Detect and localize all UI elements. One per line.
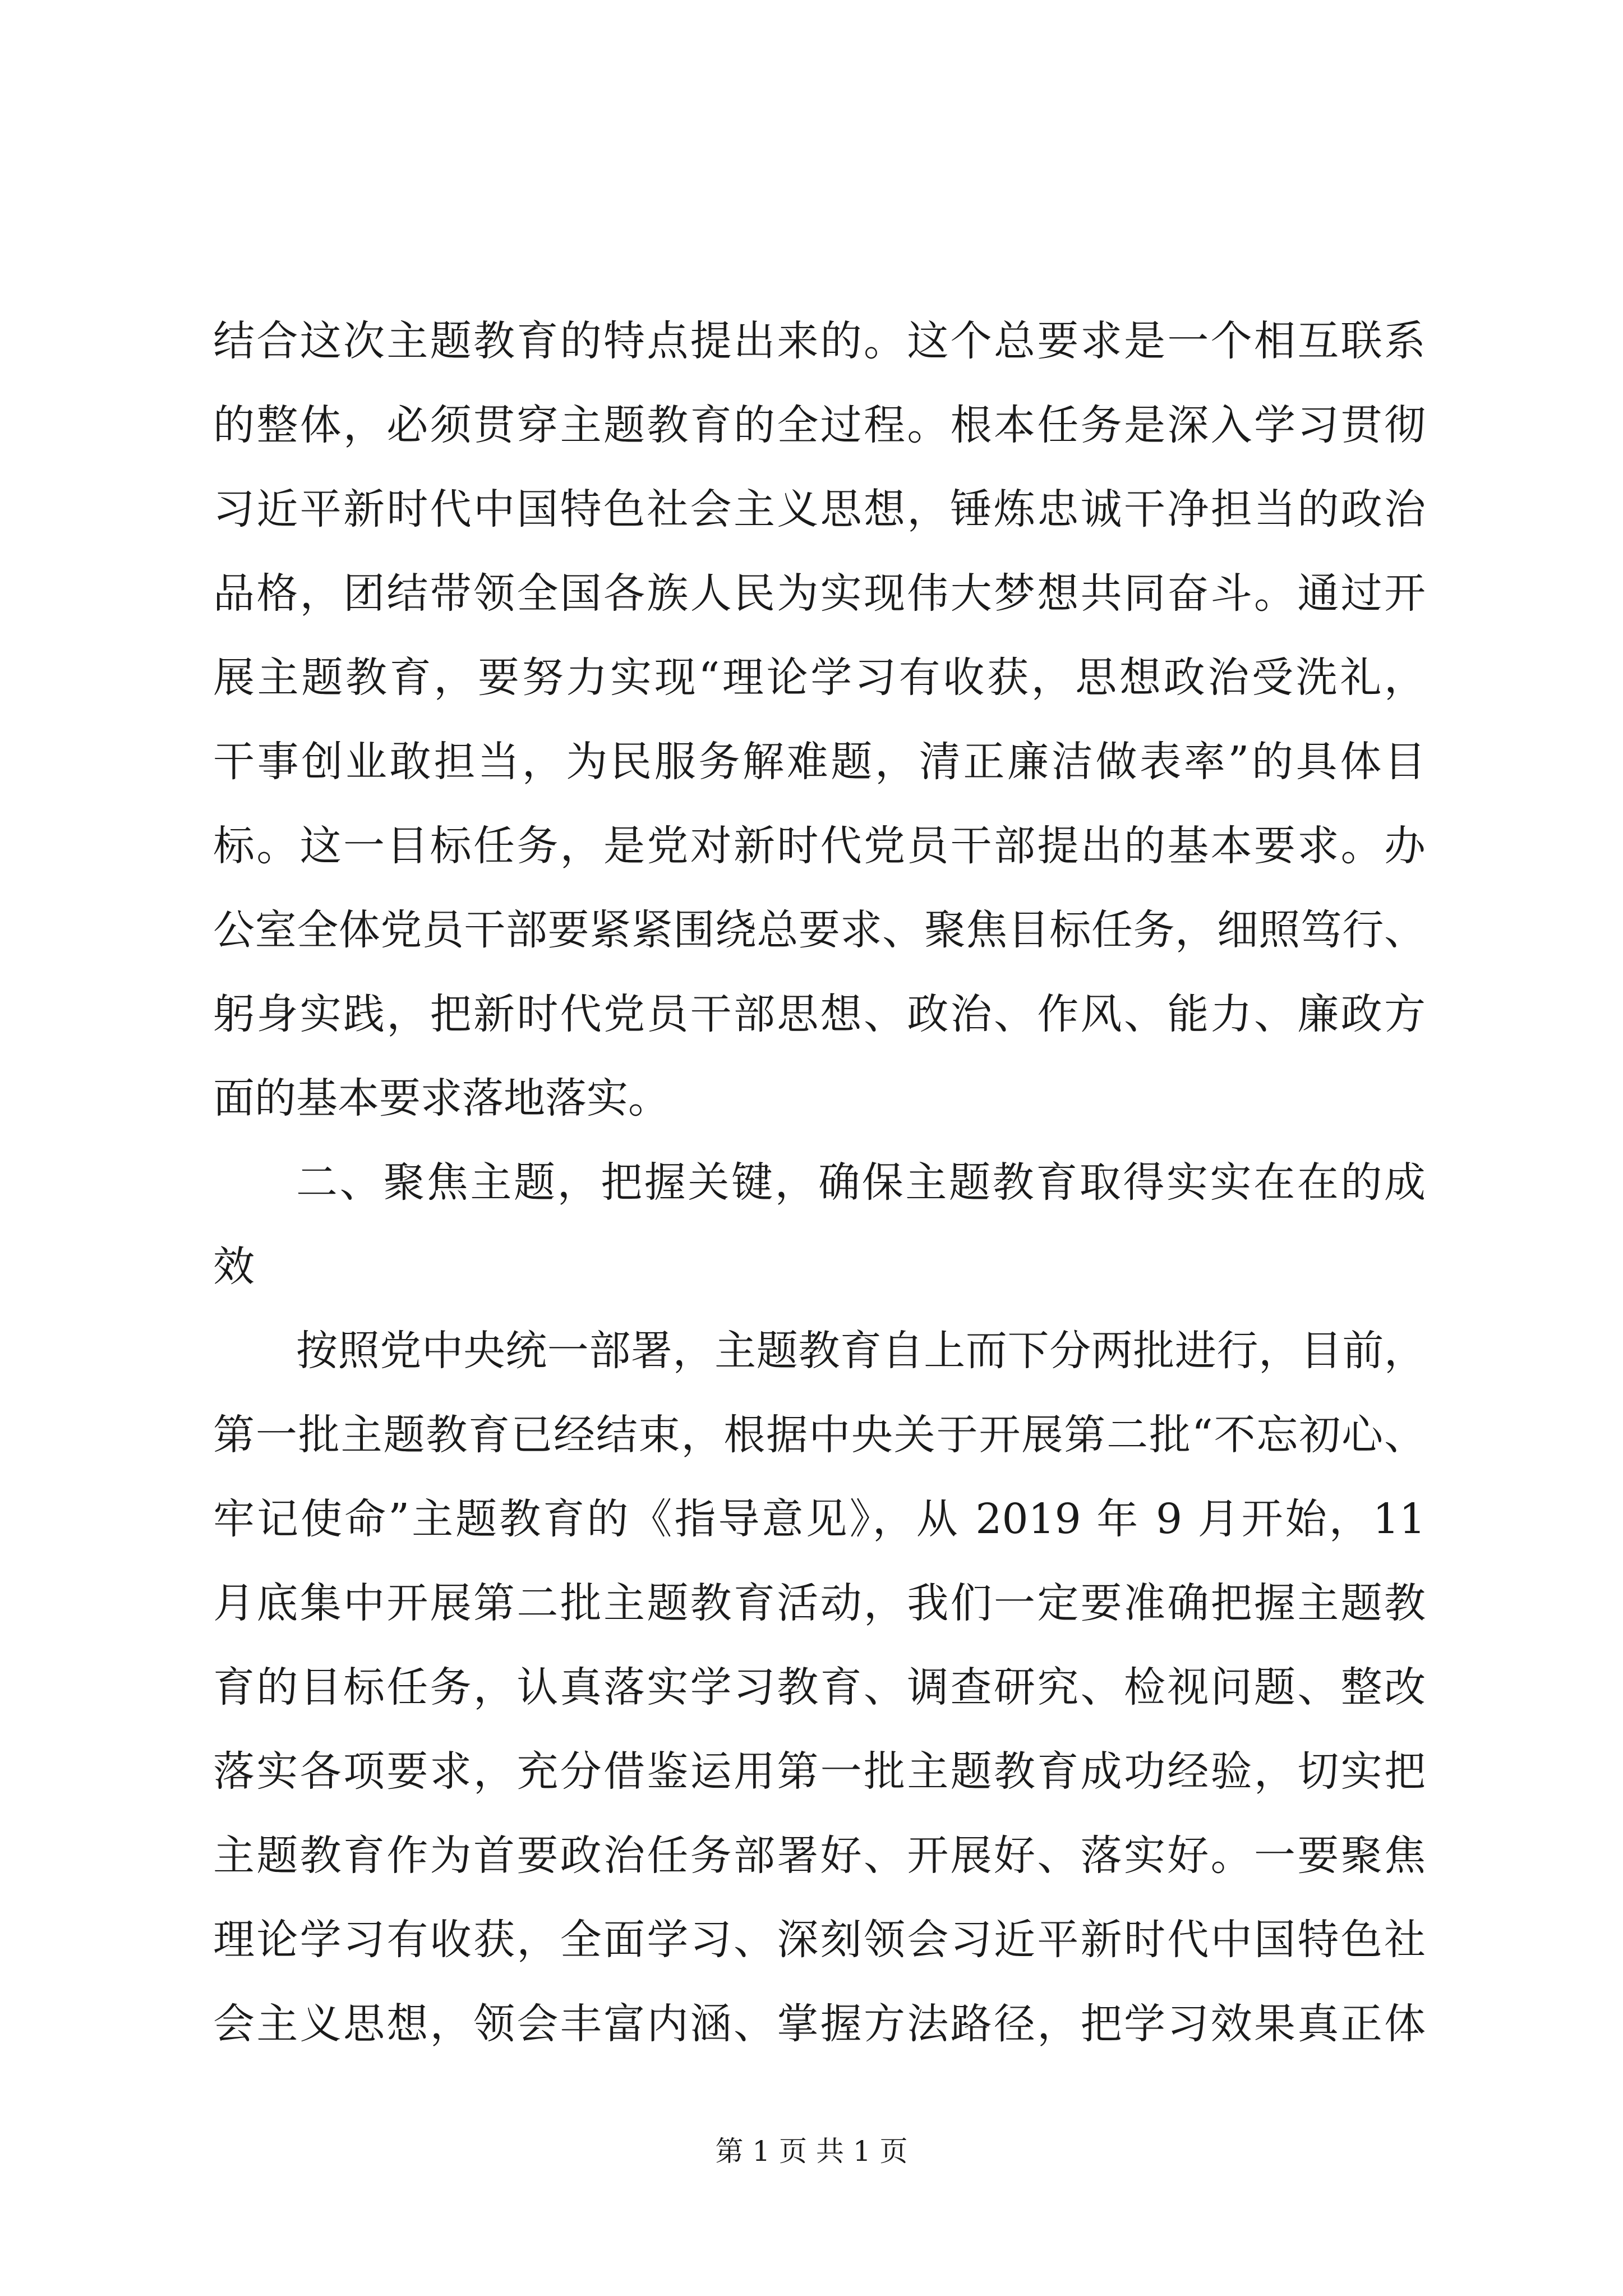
text-line: 面的基本要求落地落实。: [213, 1074, 670, 1122]
section-heading: [213, 1140, 1426, 1309]
text-line: 习近平新时代中国特色社会主义思想，锤炼忠诚干净担当的政治: [213, 485, 1426, 533]
section-heading-line: 二、聚焦主题，把握关键，确保主题教育取得实实在在的成: [296, 1158, 1426, 1207]
body-text: [213, 299, 1426, 2066]
text-line: 理论学习有收获，全面学习、深刻领会习近平新时代中国特色社: [213, 1916, 1426, 1964]
page-number-footer: 第 1 页 共 1 页: [715, 2135, 908, 2168]
text-line: 品格，团结带领全国各族人民为实现伟大梦想共同奋斗。通过开: [213, 569, 1426, 618]
paragraph: [213, 299, 1426, 1140]
section-heading-line: 效: [213, 1243, 255, 1291]
text-line: 按照党中央统一部署，主题教育自上而下分两批进行，目前，: [296, 1327, 1426, 1375]
text-line: 躬身实践，把新时代党员干部思想、政治、作风、能力、廉政方: [213, 990, 1426, 1038]
paragraph: [213, 1309, 1426, 2066]
text-line: 的整体，必须贯穿主题教育的全过程。根本任务是深入学习贯彻: [213, 401, 1426, 449]
text-line: 公室全体党员干部要紧紧围绕总要求、聚焦目标任务，细照笃行、: [213, 906, 1426, 954]
text-line: 第一批主题教育已经结束，根据中央关于开展第二批“不忘初心、: [213, 1411, 1426, 1459]
text-line: 育的目标任务，认真落实学习教育、调查研究、检视问题、整改: [213, 1663, 1426, 1711]
text-line: 展主题教育，要努力实现“理论学习有收获，思想政治受洗礼，: [213, 654, 1426, 702]
text-line: 结合这次主题教育的特点提出来的。这个总要求是一个相互联系: [213, 317, 1426, 365]
text-line: 牢记使命”主题教育的《指导意见》，从 2019 年 9 月开始，11: [213, 1495, 1426, 1543]
text-line: 干事创业敢担当，为民服务解难题，清正廉洁做表率”的具体目: [213, 738, 1426, 786]
text-line: 月底集中开展第二批主题教育活动，我们一定要准确把握主题教: [213, 1579, 1426, 1627]
text-line: 标。这一目标任务，是党对新时代党员干部提出的基本要求。办: [213, 822, 1426, 870]
text-line: 主题教育作为首要政治任务部署好、开展好、落实好。一要聚焦: [213, 1832, 1426, 1880]
text-line: 落实各项要求，充分借鉴运用第一批主题教育成功经验，切实把: [213, 1747, 1426, 1796]
text-line: 会主义思想，领会丰富内涵、掌握方法路径，把学习效果真正体: [213, 2000, 1426, 2048]
